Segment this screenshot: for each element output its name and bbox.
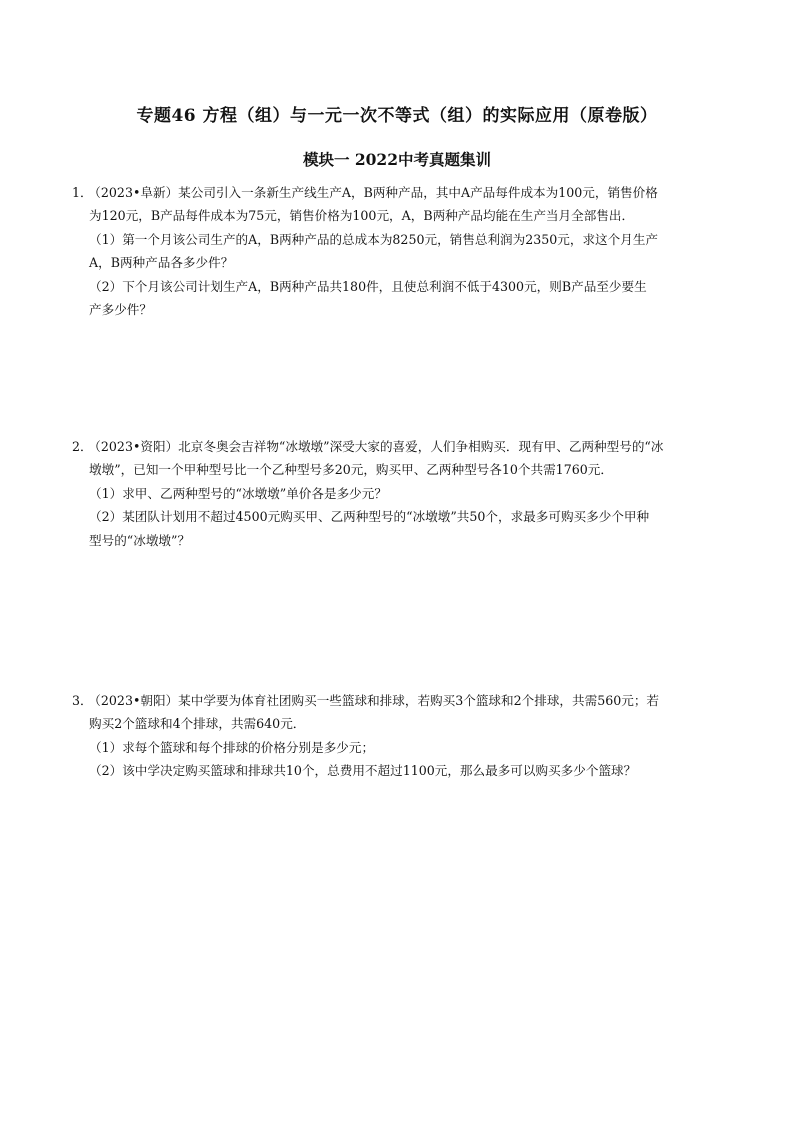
problem-3-line-2: 购买2个篮球和4个排球，共需640元．	[89, 716, 306, 732]
problem-1-question-1: （1）第一个月该公司生产的A，B两种产品的总成本为8250元，销售总利润为2350元，求这个月生产	[89, 231, 659, 247]
problem-3	[72, 689, 732, 783]
page-title: 专题46 方程（组）与一元一次不等式（组）的实际应用（原卷版）	[136, 106, 658, 126]
problem-2-question-2: （2）某团队计划用不超过4500元购买甲、乙两种型号的“冰墩墩”共50个，求最多可购买多少个甲种	[89, 509, 650, 525]
problem-number: 3．	[72, 693, 93, 708]
problem-text: 某中学要为体育社团购买一些篮球和排球，若购买3个篮球和2个排球，共需560元；若	[178, 693, 660, 708]
problem-text: 北京冬奥会吉祥物“冰墩墩”深受大家的喜爱，人们争相购买．现有甲、乙两种型号的“冰	[178, 439, 664, 454]
problem-2-line-2: 墩墩”，已知一个甲种型号比一个乙种型号多20元，购买甲、乙两种型号各10个共需1760元．	[89, 462, 613, 478]
problem-1-line-6: 产多少件？	[89, 302, 152, 318]
problem-text: 某公司引入一条新生产线生产A，B两种产品，其中A产品每件成本为100元，销售价格	[178, 185, 658, 200]
problem-2	[72, 435, 732, 552]
problem-1-line-4: A，B两种产品各多少件？	[89, 255, 234, 271]
problem-source: （2023•资阳）	[94, 439, 179, 454]
problem-2-question-1: （1）求甲、乙两种型号的“冰墩墩”单价各是多少元？	[89, 485, 387, 501]
problem-number: 2．	[72, 439, 93, 454]
problem-1	[72, 181, 732, 321]
problem-source: （2023•朝阳）	[94, 693, 179, 708]
problem-2-line-1	[72, 435, 732, 458]
problem-3-question-1: （1）求每个篮球和每个排球的价格分别是多少元；	[89, 739, 375, 755]
problem-1-question-2: （2）下个月该公司计划生产A，B两种产品共180件，且使总利润不低于4300元，则B产品至少要生	[89, 278, 647, 294]
problem-number: 1．	[72, 185, 93, 200]
problem-1-line-2: 为120元，B产品每件成本为75元，销售价格为100元，A，B两种产品均能在生产当月全部售出．	[89, 208, 635, 224]
problem-3-line-1	[72, 689, 732, 712]
problem-1-line-1	[72, 181, 732, 204]
problem-2-line-5: 型号的“冰墩墩”？	[89, 532, 191, 548]
problem-3-question-2: （2）该中学决定购买篮球和排球共10个，总费用不超过1100元，那么最多可以购买多少个篮球？	[89, 763, 637, 779]
module-heading: 模块一 2022中考真题集训	[302, 150, 492, 169]
problem-source: （2023•阜新）	[94, 185, 179, 200]
